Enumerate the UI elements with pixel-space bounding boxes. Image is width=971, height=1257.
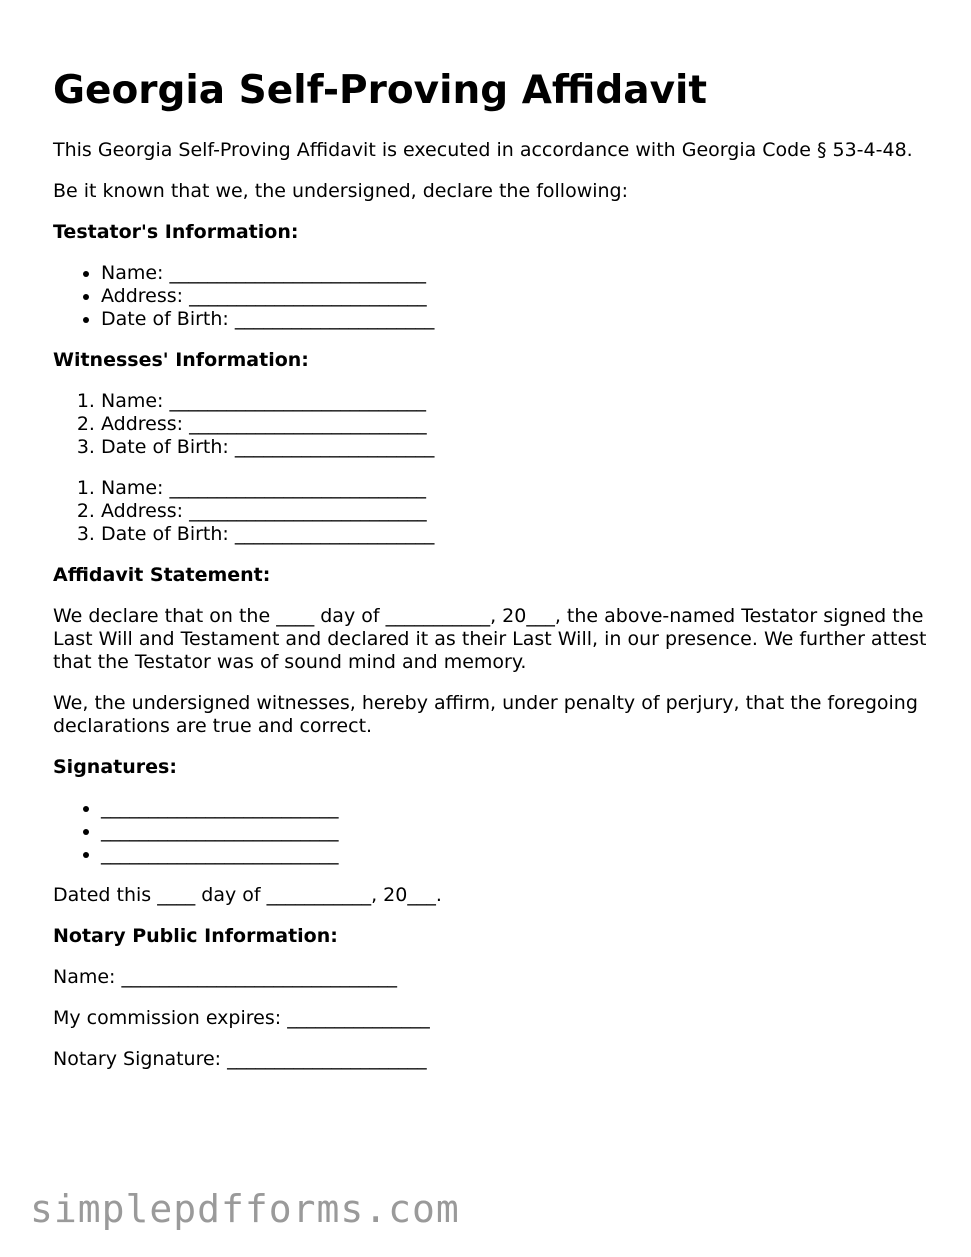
- testator-address-field: • Address: _________________________: [101, 285, 933, 308]
- testator-heading: Testator's Information:: [53, 221, 299, 243]
- site-watermark: simplepdfforms.com: [30, 1187, 460, 1231]
- testator-dob-field: • Date of Birth: _____________________: [101, 308, 933, 331]
- testator-name-field: • Name: ___________________________: [101, 262, 933, 285]
- signature-line: • _________________________: [101, 820, 933, 843]
- witness-2-name-field: 1. Name: ___________________________: [101, 477, 933, 500]
- notary-commission-field: My commission expires: _______________: [53, 1007, 430, 1029]
- statement-heading: Affidavit Statement:: [53, 564, 271, 586]
- witness-2-dob-field: 3. Date of Birth: _____________________: [101, 523, 933, 546]
- testator-info-list: [53, 262, 933, 331]
- witnesses-heading: Witnesses' Information:: [53, 349, 309, 371]
- notary-signature-field: Notary Signature: _____________________: [53, 1048, 427, 1070]
- declaration-paragraph: Be it known that we, the undersigned, declare the following:: [53, 180, 629, 202]
- page-title: Georgia Self-Proving Affidavit: [53, 68, 708, 113]
- witness-1-address-field: 2. Address: _________________________: [101, 413, 933, 436]
- witness-1-info-list: [53, 390, 933, 459]
- witness-1-name-field: 1. Name: ___________________________: [101, 390, 933, 413]
- affidavit-page: [53, 66, 933, 1089]
- statement-paragraph-2: We, the undersigned witnesses, hereby affirm, under penalty of perjury, that the foregoing declarations are true and correct.: [53, 692, 918, 737]
- dated-line: Dated this ____ day of ___________, 20___.: [53, 884, 442, 906]
- witness-2-info-list: [53, 477, 933, 546]
- signatures-heading: Signatures:: [53, 756, 177, 778]
- intro-paragraph: This Georgia Self-Proving Affidavit is executed in accordance with Georgia Code § 53-4-48.: [53, 139, 913, 161]
- witness-2-address-field: 2. Address: _________________________: [101, 500, 933, 523]
- notary-heading: Notary Public Information:: [53, 925, 338, 947]
- statement-paragraph-1: We declare that on the ____ day of ___________, 20___, the above-named Testator signed the Last Will and Testament and declared it as their Last Will, in our presence. We further attest that the Testator was of sound mind and memory.: [53, 605, 927, 673]
- signature-lines-list: [53, 797, 933, 866]
- witness-1-dob-field: 3. Date of Birth: _____________________: [101, 436, 933, 459]
- signature-line: • _________________________: [101, 797, 933, 820]
- notary-name-field: Name: _____________________________: [53, 966, 397, 988]
- signature-line: • _________________________: [101, 843, 933, 866]
